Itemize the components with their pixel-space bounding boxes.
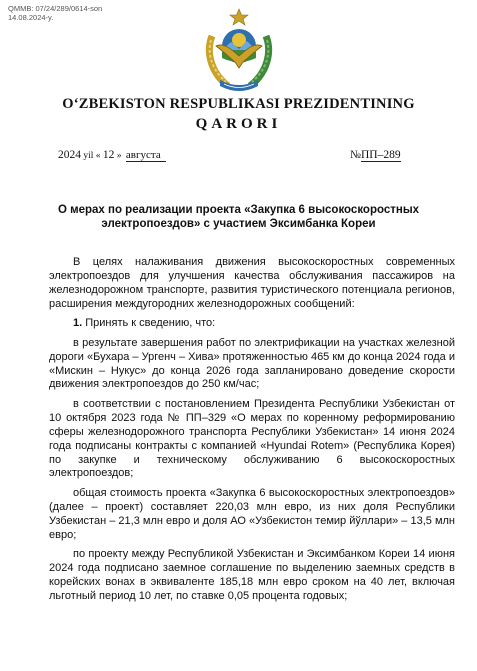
year: 2024 (58, 149, 81, 161)
decree-body (49, 256, 455, 609)
paragraph-electrification: в результате завершения работ по электрификации на участках железной дороги «Бухара – Ургенч – Хива» протяженностью 465 км до конца 2024 года и «Мискин – Нукус» до конца 2026 года запланировано доведение скорости движения электропоездов до 250 км/час; (49, 336, 455, 391)
day-close: » (116, 151, 122, 161)
point-1-number: 1. (73, 317, 83, 330)
date-line (58, 149, 166, 162)
month: августа (126, 149, 166, 162)
decree-number (350, 149, 401, 161)
state-emblem-icon (198, 6, 280, 94)
point-1 (49, 317, 455, 331)
intro-paragraph: В целях налаживания движения высокоскоростных современных электропоездов для улучшения качества обслуживания пассажиров на железнодорожном транспорте, развития туристического потенциала регионов, расширения междугородних железнодорожных сообщений: (49, 256, 455, 310)
decree-subject: О мерах по реализации проекта «Закупка 6 высокоскоростных электропоездов» с участием Эксимбанка Кореи (57, 204, 420, 230)
paragraph-project-cost: общая стоимость проекта «Закупка 6 высокоскоростных электропоездов» (далее – проект) составляет 220,03 млн евро, из них доля Республики Узбекистан – 21,3 млн евро и доля АО «Узбекистон темир йўллари» – 13,5 млн евро; (49, 486, 455, 541)
republic-title: O‘ZBEKISTON RESPUBLIKASI PREZIDENTINING (62, 96, 415, 112)
stamp-line-2: 14.08.2024-y. (8, 13, 54, 22)
point-1-text: Принять к сведению, что: (85, 317, 216, 330)
stamp-line-1: QMMB: 07/24/289/0614-son (8, 4, 103, 13)
paragraph-contracts: в соответствии с постановлением Президента Республики Узбекистан от 10 октября 2023 года № ПП–329 «О мерах по коренному реформированию сферы железнодорожного транспорта Республики Узбекистан» 14 июня 2024 года подписаны контракты с компанией «Hyundai Rotem» (Республика Корея) по закупке и техническому обслуживанию 6 высокоскоростных электропоездов; (49, 397, 455, 480)
paragraph-loan-agreement: по проекту между Республикой Узбекистан и Эксимбанком Кореи 14 июня 2024 года подписано заемное соглашение по выделению заемных средств в корейских вонах в эквиваленте 185,18 млн евро сроком на 40 лет, включая льготный период 10 лет, по ставке 0,05 процента годовых; (49, 548, 455, 602)
yil-label: yil « (83, 151, 101, 161)
number-value: ПП–289 (360, 149, 401, 161)
number-sign: № (350, 149, 361, 161)
registration-stamp (8, 4, 102, 22)
document-type: QARORI (195, 116, 282, 132)
day: 12 (102, 149, 115, 161)
